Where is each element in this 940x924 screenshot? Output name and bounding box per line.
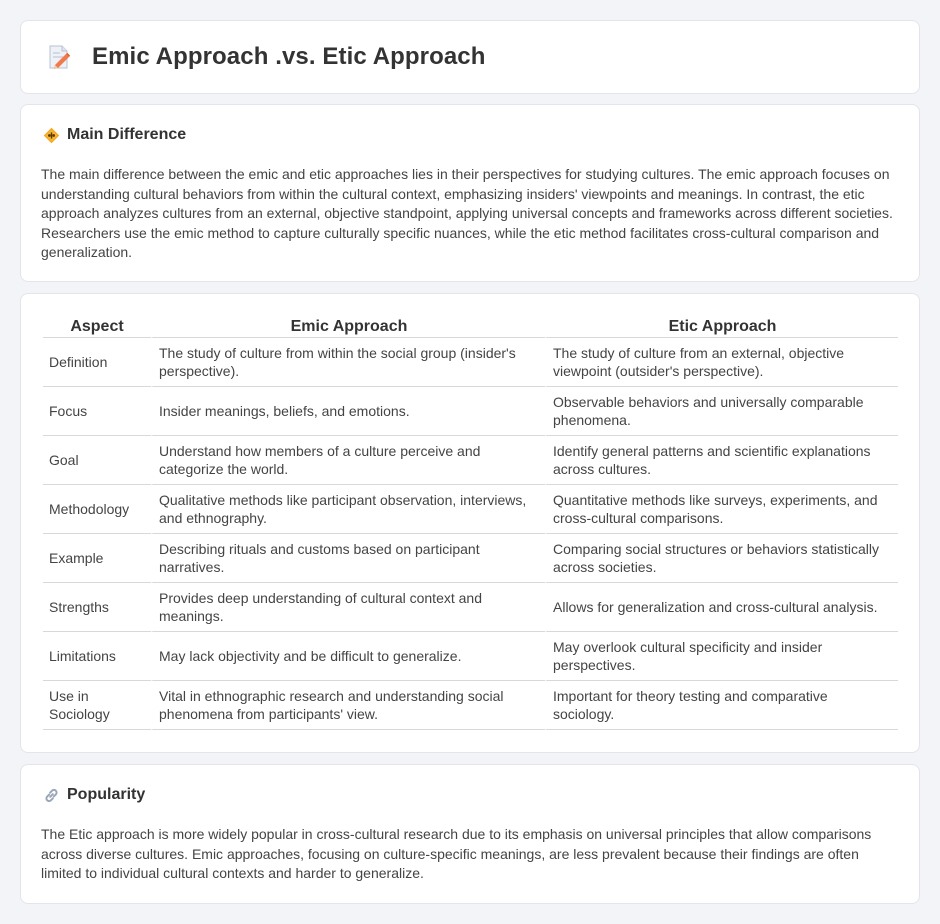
- row-emic: Qualitative methods like participant observation, interviews, and ethnography.: [151, 485, 545, 534]
- row-emic: Understand how members of a culture perceive and categorize the world.: [151, 436, 545, 485]
- table-row: [43, 681, 898, 730]
- popularity-card: [20, 764, 920, 904]
- row-aspect: Limitations: [43, 632, 151, 681]
- row-etic: Comparing social structures or behaviors statistically across societies.: [545, 534, 898, 583]
- row-emic: The study of culture from within the social group (insider's perspective).: [151, 338, 545, 387]
- row-aspect: Definition: [43, 338, 151, 387]
- header-emic: Emic Approach: [151, 316, 545, 338]
- comparison-table: [43, 316, 898, 730]
- popularity-heading: Popularity: [67, 786, 146, 803]
- row-aspect: Goal: [43, 436, 151, 485]
- page-title: Emic Approach .vs. Etic Approach: [92, 43, 486, 70]
- document-pencil-icon: [47, 44, 71, 70]
- diamond-warning-icon: [43, 127, 60, 144]
- table-row: [43, 583, 898, 632]
- comparison-card: [20, 293, 920, 753]
- main-difference-card: [20, 104, 920, 282]
- table-row: [43, 485, 898, 534]
- row-etic: May overlook cultural specificity and insider perspectives.: [545, 632, 898, 681]
- row-aspect: Use in Sociology: [43, 681, 151, 730]
- popularity-text: The Etic approach is more widely popular in cross-cultural research due to its emphasis on universal principles that allow comparisons across diverse cultures. Emic approaches, focusing on culture-specific meanings, are less prevalent because their findings are often limited to individual cultural contexts and harder to generalize.: [41, 826, 872, 882]
- table-row: [43, 534, 898, 583]
- row-emic: Vital in ethnographic research and understanding social phenomena from participants' view.: [151, 681, 545, 730]
- row-etic: Allows for generalization and cross-cultural analysis.: [545, 583, 898, 632]
- header-aspect: Aspect: [43, 316, 151, 338]
- header-etic: Etic Approach: [545, 316, 898, 338]
- row-emic: Insider meanings, beliefs, and emotions.: [151, 387, 545, 436]
- link-icon: [43, 787, 60, 804]
- row-etic: Quantitative methods like surveys, experiments, and cross-cultural comparisons.: [545, 485, 898, 534]
- row-etic: Important for theory testing and comparative sociology.: [545, 681, 898, 730]
- row-aspect: Example: [43, 534, 151, 583]
- row-aspect: Strengths: [43, 583, 151, 632]
- table-row: [43, 632, 898, 681]
- row-aspect: Methodology: [43, 485, 151, 534]
- row-aspect: Focus: [43, 387, 151, 436]
- main-difference-text: The main difference between the emic and etic approaches lies in their perspectives for studying cultures. The emic approach focuses on understanding cultural behaviors from within the cultural context, emphasizing insiders' viewpoints and meanings. In contrast, the etic approach analyzes cultures from an external, objective standpoint, applying universal concepts and frameworks across different societies. Researchers use the emic method to capture culturally specific nuances, while the etic method facilitates cross-cultural comparison and generalization.: [41, 166, 893, 261]
- table-row: [43, 436, 898, 485]
- row-etic: Identify general patterns and scientific explanations across cultures.: [545, 436, 898, 485]
- table-row: [43, 338, 898, 387]
- row-emic: May lack objectivity and be difficult to generalize.: [151, 632, 545, 681]
- main-difference-heading: Main Difference: [67, 126, 187, 143]
- table-header-row: [43, 316, 898, 338]
- row-emic: Provides deep understanding of cultural context and meanings.: [151, 583, 545, 632]
- title-card: [20, 20, 920, 94]
- row-emic: Describing rituals and customs based on participant narratives.: [151, 534, 545, 583]
- table-row: [43, 387, 898, 436]
- row-etic: The study of culture from an external, objective viewpoint (outsider's perspective).: [545, 338, 898, 387]
- row-etic: Observable behaviors and universally comparable phenomena.: [545, 387, 898, 436]
